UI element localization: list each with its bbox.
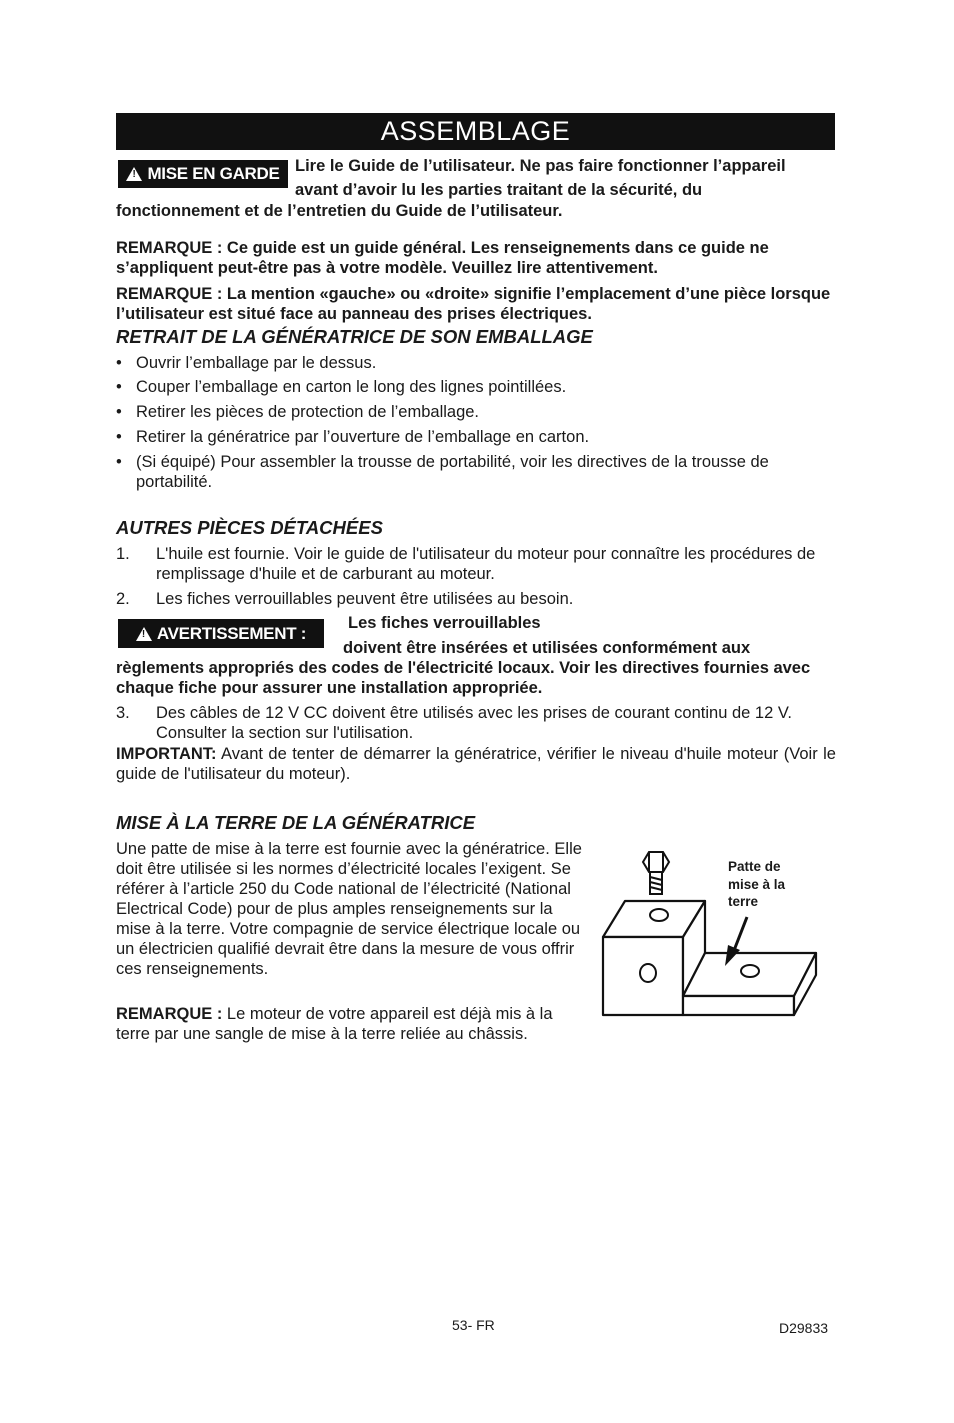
bullet: • xyxy=(116,453,122,471)
item-number: 2. xyxy=(116,590,130,608)
item-number: 1. xyxy=(116,545,130,563)
hole-top xyxy=(650,909,668,921)
bullet: • xyxy=(116,354,122,372)
item-text: Des câbles de 12 V CC doivent être utilisés avec les prises de courant continu de 12 V. Consulter la section sur l'utilisation. xyxy=(156,704,792,742)
parts-heading: AUTRES PIÈCES DÉTACHÉES xyxy=(116,517,383,538)
note-left-right: REMARQUE : La mention «gauche» ou «droite» signifie l’emplacement d’une pièce lorsque l’utilisateur est situé face au panneau des prises électriques. xyxy=(116,285,831,323)
note-general: REMARQUE : Ce guide est un guide général. Les renseignements dans ce guide ne s’appliquent peut-être pas à votre modèle. Veuillez lire attentivement. xyxy=(116,239,769,277)
warning-line-2: doivent être insérées et utilisées conformément aux xyxy=(343,639,751,657)
warning-line-3: règlements appropriés des codes de l'électricité locaux. Voir les directives fournies avec chaque fiche pour assurer une installation appropriée. xyxy=(116,659,811,697)
caution-badge xyxy=(118,160,288,188)
warning-triangle-icon xyxy=(136,627,152,641)
caution-line-1: Lire le Guide de l’utilisateur. Ne pas faire fonctionner l’appareil xyxy=(295,157,786,175)
figure-label-line-2: mise à la xyxy=(728,877,786,892)
item-number: 3. xyxy=(116,704,130,722)
list-item-text: Retirer les pièces de protection de l’emballage. xyxy=(136,403,480,421)
figure-label-line-3: terre xyxy=(728,894,759,909)
item-text: L'huile est fournie. Voir le guide de l'utilisateur du moteur pour connaître les procédures de remplissage d'huile et de carburant au moteur. xyxy=(156,545,816,583)
list-item xyxy=(116,377,836,397)
caution-badge-label: MISE EN GARDE xyxy=(147,164,280,183)
ground-note-label: REMARQUE : xyxy=(116,1005,223,1023)
document-code: D29833 xyxy=(779,1320,829,1336)
list-item xyxy=(116,427,836,447)
warning-triangle-icon xyxy=(126,167,142,181)
ground-heading: MISE À LA TERRE DE LA GÉNÉRATRICE xyxy=(116,812,476,833)
bullet: • xyxy=(116,403,122,421)
warning-line-1: Les fiches verrouillables xyxy=(348,614,541,632)
item-text: Les fiches verrouillables peuvent être utilisées au besoin. xyxy=(156,590,574,608)
list-item-text: Ouvrir l’emballage par le dessus. xyxy=(136,354,377,372)
important-label: IMPORTANT: xyxy=(116,745,217,763)
screw-icon xyxy=(643,852,669,894)
grounding-lug-figure xyxy=(590,840,840,1030)
numbered-item xyxy=(116,544,836,584)
ground-paragraph: Une patte de mise à la terre est fournie avec la génératrice. Elle doit être utilisée si les normes d’électricité locales l’exigent. Se référer à l’article 250 du Code national de l’électricité (National Electrical Code) pour de plus amples renseignements sur la mise à la terre. Votre compagnie de service électrique locale ou un électricien qualifié devrait être dans la mesure de vous offrir ces renseignements. xyxy=(116,840,582,978)
list-item-text: Retirer la génératrice par l’ouverture de l’emballage en carton. xyxy=(136,428,590,446)
ground-note xyxy=(116,1004,586,1044)
numbered-item xyxy=(116,589,836,609)
tab-front-face xyxy=(683,996,794,1015)
hole-front xyxy=(640,964,656,982)
list-item xyxy=(116,402,836,422)
bullet: • xyxy=(116,378,122,396)
page-title: ASSEMBLAGE xyxy=(116,113,835,150)
page-number: 53- FR xyxy=(452,1317,495,1333)
caution-line-2: avant d’avoir lu les parties traitant de la sécurité, du xyxy=(295,181,703,199)
unpack-heading: RETRAIT DE LA GÉNÉRATRICE DE SON EMBALLAGE xyxy=(116,326,593,347)
list-item-text: Couper l’emballage en carton le long des lignes pointillées. xyxy=(136,378,567,396)
ground-note-text: Le moteur de votre appareil est déjà mis à la terre par une sangle de mise à la terre reliée au châssis. xyxy=(116,1005,553,1043)
warning-badge-label: AVERTISSEMENT : xyxy=(156,623,307,643)
caution-line-3: fonctionnement et de l’entretien du Guide de l’utilisateur. xyxy=(116,202,563,220)
important-text: Avant de tenter de démarrer la génératrice, vérifier le niveau d'huile moteur (Voir le guide de l'utilisateur du moteur). xyxy=(116,745,836,783)
important-note xyxy=(116,744,836,784)
list-item xyxy=(116,452,836,492)
warning-badge xyxy=(118,619,324,648)
bullet: • xyxy=(116,428,122,446)
hole-tab xyxy=(741,965,759,977)
figure-label-line-1: Patte de xyxy=(728,859,781,874)
numbered-item xyxy=(116,703,836,743)
list-item xyxy=(116,353,836,373)
list-item-text: (Si équipé) Pour assembler la trousse de portabilité, voir les directives de la trousse de portabilité. xyxy=(136,453,769,491)
